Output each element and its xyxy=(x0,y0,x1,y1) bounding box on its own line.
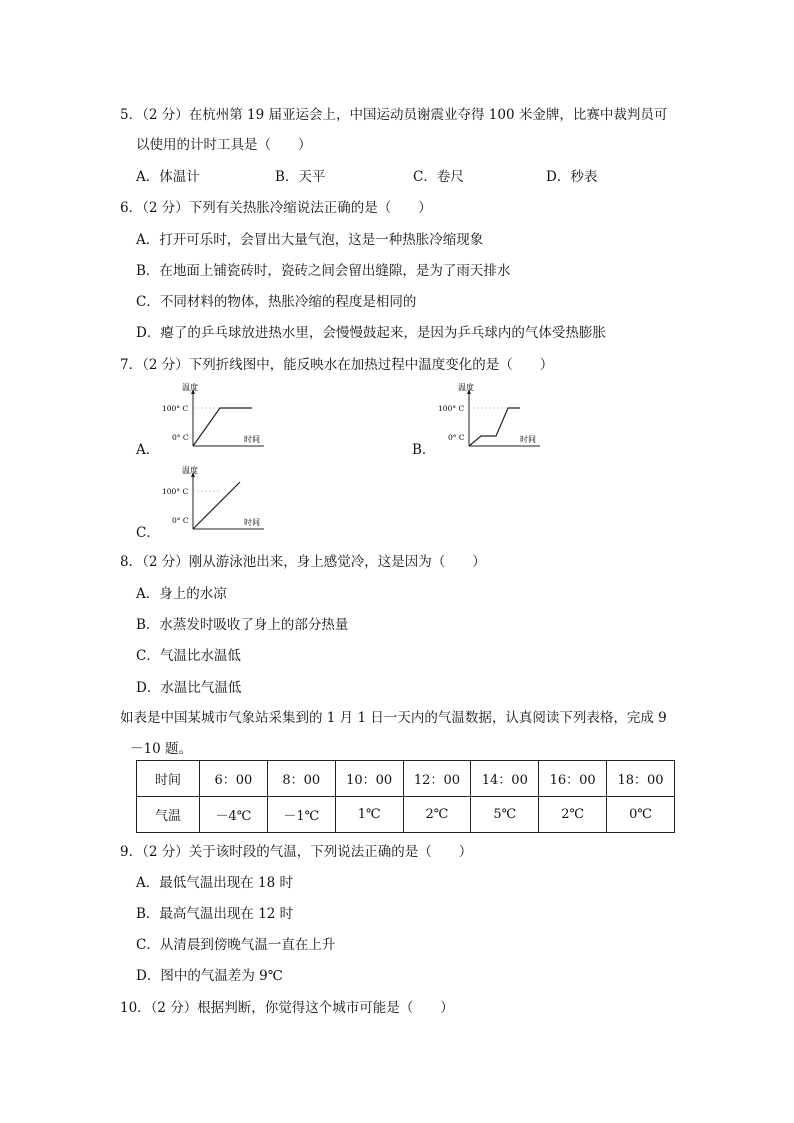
table-cell-temperature: －4℃ xyxy=(200,797,268,833)
question-8-stem: 8．（2 分）刚从游泳池出来，身上感觉冷，这是因为（ ） xyxy=(120,554,486,570)
question-8-option-d: D．水温比气温低 xyxy=(136,680,242,696)
table-header-time: 时间 xyxy=(137,761,200,797)
table-cell-time: 10：00 xyxy=(335,761,403,797)
graph-b-tick-100: 100° C xyxy=(438,404,465,413)
question-10-stem: 10．（2 分）根据判断，你觉得这个城市可能是（ ） xyxy=(120,1000,454,1016)
graph-b-tick-0: 0° C xyxy=(448,433,465,442)
question-5-stem-line1: 5．（2 分）在杭州第 19 届亚运会上，中国运动员谢震业夺得 100 米金牌，比赛中裁判员可 xyxy=(120,107,668,123)
question-9-option-d: D．图中的气温差为 9℃ xyxy=(136,968,283,984)
table-cell-temperature: 2℃ xyxy=(403,797,471,833)
graph-c-tick-0: 0° C xyxy=(172,516,189,525)
table-cell-time: 12：00 xyxy=(403,761,471,797)
question-7-graph-a xyxy=(160,380,270,450)
question-8-option-c: C．气温比水温低 xyxy=(136,648,241,664)
graph-a-ylabel: 温度 xyxy=(182,383,198,392)
table-row-time xyxy=(137,761,675,797)
table-intro-line1: 如表是中国某城市气象站采集到的 1 月 1 日一天内的气温数据，认真阅读下列表格，完成 9 xyxy=(120,710,667,726)
question-5-stem-line2: 以使用的计时工具是（ ） xyxy=(136,137,312,153)
table-cell-temperature: 0℃ xyxy=(607,797,675,833)
table-cell-temperature: 1℃ xyxy=(335,797,403,833)
table-cell-temperature: 2℃ xyxy=(539,797,607,833)
question-6-option-c: C．不同材料的物体，热胀冷缩的程度是相同的 xyxy=(136,294,417,310)
question-9-stem: 9．（2 分）关于该时段的气温，下列说法正确的是（ ） xyxy=(120,844,473,860)
table-intro-line2: －10 题。 xyxy=(130,741,192,757)
question-7-option-b-label: B． xyxy=(412,442,436,458)
table-header-temperature: 气温 xyxy=(137,797,200,833)
graph-b-xlabel: 时间 xyxy=(520,435,536,444)
question-7-graph-b xyxy=(436,380,546,450)
question-5-option-c: C．卷尺 xyxy=(413,169,464,185)
table-row-temperature xyxy=(137,797,675,833)
table-cell-time: 14：00 xyxy=(471,761,539,797)
question-7-option-a-label: A． xyxy=(136,442,160,458)
question-5-option-d: D．秒表 xyxy=(546,169,598,185)
question-7-option-c-label: C． xyxy=(136,525,160,541)
graph-c-ylabel: 温度 xyxy=(182,466,198,475)
question-8-option-b: B．水蒸发时吸收了身上的部分热量 xyxy=(136,617,349,633)
question-5-option-a: A．体温计 xyxy=(136,169,200,185)
table-cell-time: 18：00 xyxy=(607,761,675,797)
question-8-option-a: A．身上的水凉 xyxy=(136,586,227,602)
table-cell-temperature: 5℃ xyxy=(471,797,539,833)
question-9-option-c: C．从清晨到傍晚气温一直在上升 xyxy=(136,937,336,953)
question-9-option-b: B．最高气温出现在 12 时 xyxy=(136,906,294,922)
question-6-option-b: B．在地面上铺瓷砖时，瓷砖之间会留出缝隙，是为了雨天排水 xyxy=(136,263,511,279)
question-6-option-d: D．瘪了的乒乓球放进热水里，会慢慢鼓起来，是因为乒乓球内的气体受热膨胀 xyxy=(136,325,606,341)
graph-b-ylabel: 温度 xyxy=(458,383,474,392)
question-7-graph-c xyxy=(160,463,270,533)
question-5-option-b: B．天平 xyxy=(275,169,326,185)
question-6-stem: 6．（2 分）下列有关热胀冷缩说法正确的是（ ） xyxy=(120,200,432,216)
table-cell-time: 16：00 xyxy=(539,761,607,797)
table-cell-time: 6：00 xyxy=(200,761,268,797)
graph-c-xlabel: 时间 xyxy=(244,518,260,527)
temperature-table xyxy=(136,760,675,833)
graph-a-xlabel: 时间 xyxy=(244,435,260,444)
question-7-stem: 7．（2 分）下列折线图中，能反映水在加热过程中温度变化的是（ ） xyxy=(120,357,554,373)
question-9-option-a: A．最低气温出现在 18 时 xyxy=(136,875,294,891)
table-cell-time: 8：00 xyxy=(267,761,335,797)
table-cell-temperature: －1℃ xyxy=(267,797,335,833)
graph-a-tick-100: 100° C xyxy=(162,404,189,413)
question-6-option-a: A．打开可乐时，会冒出大量气泡，这是一种热胀冷缩现象 xyxy=(136,232,484,248)
graph-a-tick-0: 0° C xyxy=(172,433,189,442)
graph-c-tick-100: 100° C xyxy=(162,487,189,496)
